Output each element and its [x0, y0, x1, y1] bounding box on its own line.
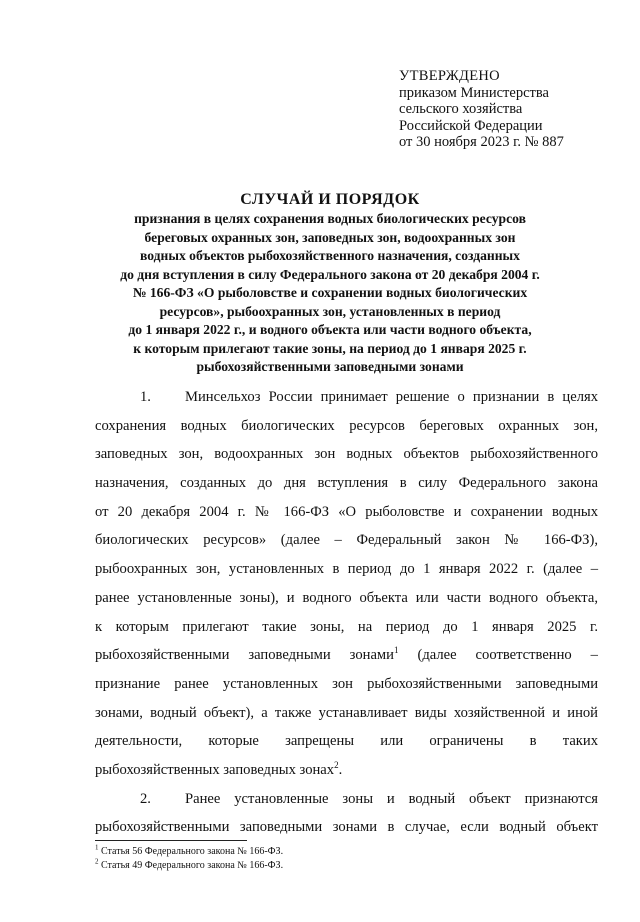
footnote-ref-1[interactable]: 1: [393, 645, 399, 656]
subtitle-line: до 1 января 2022 г., и водного объекта или части водного объекта,: [128, 322, 532, 337]
approval-order-date: от 30 ноября 2023 г. № 887: [399, 134, 564, 150]
paragraph-number: 1.: [140, 389, 151, 405]
paragraph-1-line: [95, 383, 598, 412]
paragraph-number: 2.: [140, 790, 151, 807]
paragraph-2-line: [95, 785, 598, 814]
footnote-ref-2[interactable]: 2: [334, 760, 339, 771]
footnote-divider: [95, 840, 247, 841]
paragraph-1-line: [95, 756, 598, 785]
subtitle-line: водных объектов рыбохозяйственного назначения, созданных: [140, 248, 520, 263]
subtitle-line: рыбохозяйственными заповедными зонами: [196, 359, 464, 374]
paragraph-1-line: от 20 декабря 2004 г. № 166-ФЗ «О рыболовстве и сохранении водных: [95, 503, 598, 520]
paragraph-text: Ранее установленные зоны и водный объект признаются: [185, 790, 598, 807]
subtitle-line: до дня вступления в силу Федерального закона от 20 декабря 2004 г.: [120, 266, 540, 282]
approval-stamp: [399, 68, 564, 151]
paragraph-1-line: рыбоохранных зон, установленных в период до 1 января 2022 г. (далее –: [95, 561, 598, 578]
footnote-item: [95, 859, 283, 873]
paragraph-1-line: биологических ресурсов» (далее – Федеральный закон № 166-ФЗ),: [95, 532, 598, 549]
footnote-item: [95, 845, 283, 859]
footnote-mark: 1: [95, 843, 99, 852]
approval-heading: УТВЕРЖДЕНО: [399, 68, 500, 84]
document-body: [95, 383, 598, 842]
subtitle-line: признания в целях сохранения водных биологических ресурсов: [134, 211, 526, 226]
paragraph-1-line: заповедных зон, водоохранных зон водных объектов рыбохозяйственного: [95, 446, 598, 463]
document-title: СЛУЧАЙ И ПОРЯДОК: [240, 191, 420, 208]
paragraph-text: рыбохозяйственными заповедными зонами: [95, 647, 394, 664]
paragraph-text: Минсельхоз России принимает решение о признании в целях: [185, 389, 598, 405]
footnote-text: Статья 56 Федерального закона № 166-ФЗ.: [98, 846, 284, 857]
paragraph-1-line: деятельности, которые запрещены или ограничены в таких: [95, 733, 598, 750]
paragraph-1-line: ранее установленные зоны), и водного объекта или части водного объекта,: [95, 589, 598, 606]
paragraph-1-line: сохранения водных биологических ресурсов береговых охранных зон,: [95, 417, 598, 434]
subtitle-line: к которым прилегают такие зоны, на период до 1 января 2025 г.: [133, 340, 527, 356]
paragraph-2-line: рыбохозяйственными заповедными зонами в случае, если водный объект: [95, 819, 598, 836]
paragraph-text: .: [338, 761, 343, 778]
paragraph-1-line: к которым прилегают такие зоны, на период до 1 января 2025 г.: [95, 618, 598, 635]
paragraph-text: (далее соответственно –: [398, 647, 598, 664]
paragraph-1-line: зонами, водный объект), а также устанавливает виды хозяйственной и иной: [95, 704, 598, 721]
paragraph-1-line: [95, 641, 598, 670]
paragraph-text: рыбохозяйственных заповедных зонах: [95, 761, 335, 778]
paragraph-1-line: назначения, созданных до дня вступления в силу Федерального закона: [95, 475, 598, 492]
paragraph-1-line: признание ранее установленных зон рыбохозяйственными заповедными: [95, 675, 598, 692]
subtitle-line: береговых охранных зон, заповедных зон, водоохранных зон: [144, 229, 516, 245]
footnote-text: Статья 49 Федерального закона № 166-ФЗ.: [98, 859, 284, 871]
approval-line: приказом Министерства: [399, 84, 549, 101]
subtitle-line: ресурсов», рыбоохранных зон, установленных в период: [159, 303, 501, 319]
subtitle-line: № 166-ФЗ «О рыболовстве и сохранении водных биологических: [132, 285, 528, 300]
footnotes: [95, 845, 283, 872]
document-subtitle: [80, 210, 580, 377]
approval-line: сельского хозяйства: [399, 101, 523, 117]
footnote-mark: 2: [95, 857, 99, 866]
approval-line: Российской Федерации: [399, 117, 543, 134]
